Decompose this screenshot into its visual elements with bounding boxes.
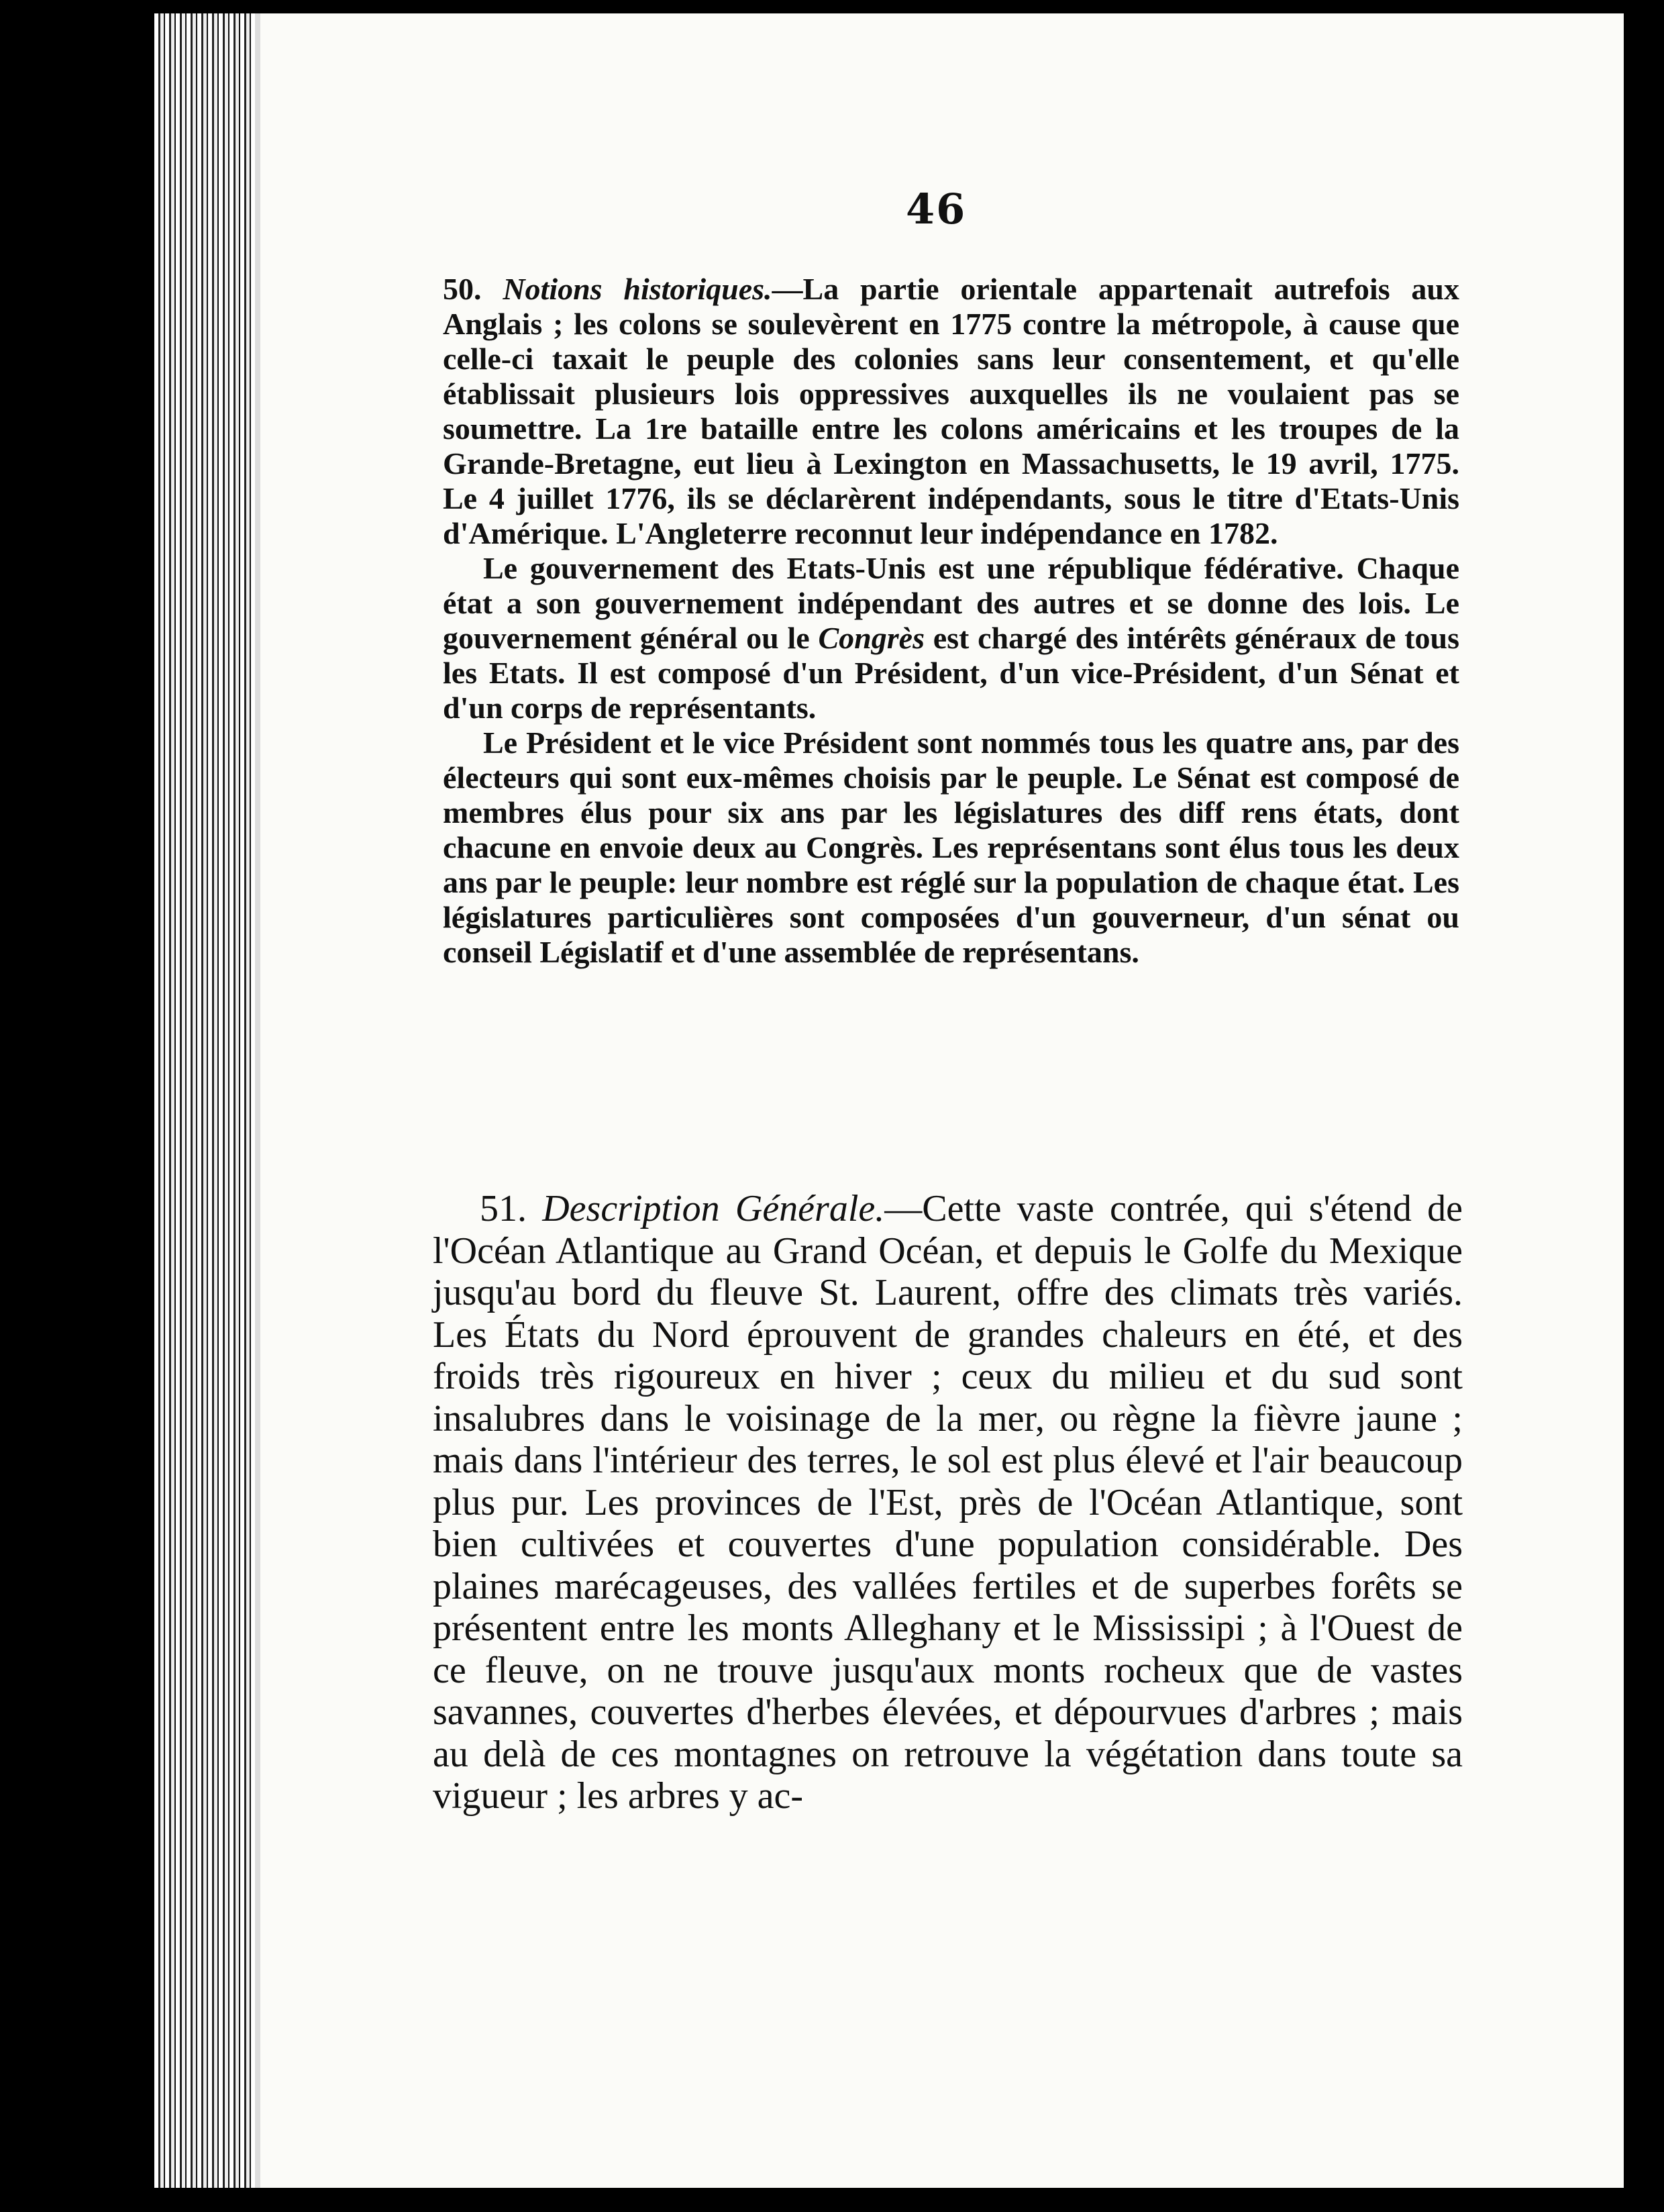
section-50-paragraph-2 (443, 551, 1459, 725)
section-51 (433, 1188, 1463, 1817)
section-50-paragraph-1 (443, 272, 1459, 551)
section-50-text-2b: est chargé des intérêts généraux de tous les Etats. Il est composé d'un Président, d'un vice-Président, d'un Sénat et d'un corps de représentants. (443, 621, 1460, 725)
section-50-text-1: —La partie orientale appartenait autrefois aux Anglais ; les colons se soulevèrent en 1775 contre la métropole, à cause que celle-ci taxait le peuple des colonies sans leur consentement, et qu'elle établissait plusieurs lois oppressives auxquelles ils ne voulaient pas se soumettre. La 1re bataille entre les colons américains et les troupes de la Grande-Bretagne, eut lieu à Lexington en Massachusetts, le 19 avril, 1775. Le 4 juillet 1776, ils se déclarèrent indépendants, sous le titre d'Etats-Unis d'Amérique. L'Angleterre reconnut leur indépendance en 1782. (443, 272, 1459, 550)
section-50 (443, 272, 1459, 970)
page-edge-stack (154, 13, 262, 2188)
section-50-title: Notions historiques. (503, 272, 772, 306)
section-50-text-3: Le Président et le vice Président sont nommés tous les quatre ans, par des électeurs qui sont eux-mêmes choisis par le peuple. Le Sénat est composé de membres élus pour six ans par les législatures des diff rens états, dont chacune en envoie deux au Congrès. Les représentans sont élus tous les deux ans par le peuple: leur nombre est réglé sur la population de chaque état. Les législatures particulières sont composées d'un gouverneur, d'un sénat ou conseil Législatif et d'une assemblée de représentans. (443, 725, 1459, 969)
section-51-paragraph (433, 1188, 1463, 1817)
section-51-title: Description Générale. (542, 1188, 885, 1229)
section-50-congres: Congrès (818, 621, 925, 655)
page-number: 46 (906, 185, 967, 234)
section-50-text-2a: Le gouvernement des Etats-Unis est une république fédérative. Chaque état a son gouvernement indépendant des autres et se donne des lois. Le gouvernement général ou le (443, 551, 1459, 655)
section-51-number: 51. (480, 1188, 527, 1229)
section-50-number: 50. (443, 272, 482, 306)
section-51-text: —Cette vaste contrée, qui s'étend de l'Océan Atlantique au Grand Océan, et depuis le Golfe du Mexique jusqu'au bord du fleuve St. Laurent, offre des climats très variés. Les États du Nord éprouvent de grandes chaleurs en été, et des froids très rigoureux en hiver ; ceux du milieu et du sud sont insalubres dans le voisinage de la mer, ou règne la fièvre jaune ; mais dans l'intérieur des terres, le sol est plus élevé et l'air beaucoup plus pur. Les provinces de l'Est, près de l'Océan Atlantique, sont bien cultivées et couvertes d'une population considérable. Des plaines marécageuses, des vallées fertiles et de superbes forêts se présentent entre les monts Alleghany et le Mississipi ; à l'Ouest de ce fleuve, on ne trouve jusqu'aux monts rocheux que de vastes savannes, couvertes d'herbes élevées, et dépourvues d'arbres ; mais au delà de ces montagnes on retrouve la végétation dans toute sa vigueur ; les arbres y ac- (433, 1188, 1463, 1817)
section-50-paragraph-3 (443, 725, 1459, 970)
